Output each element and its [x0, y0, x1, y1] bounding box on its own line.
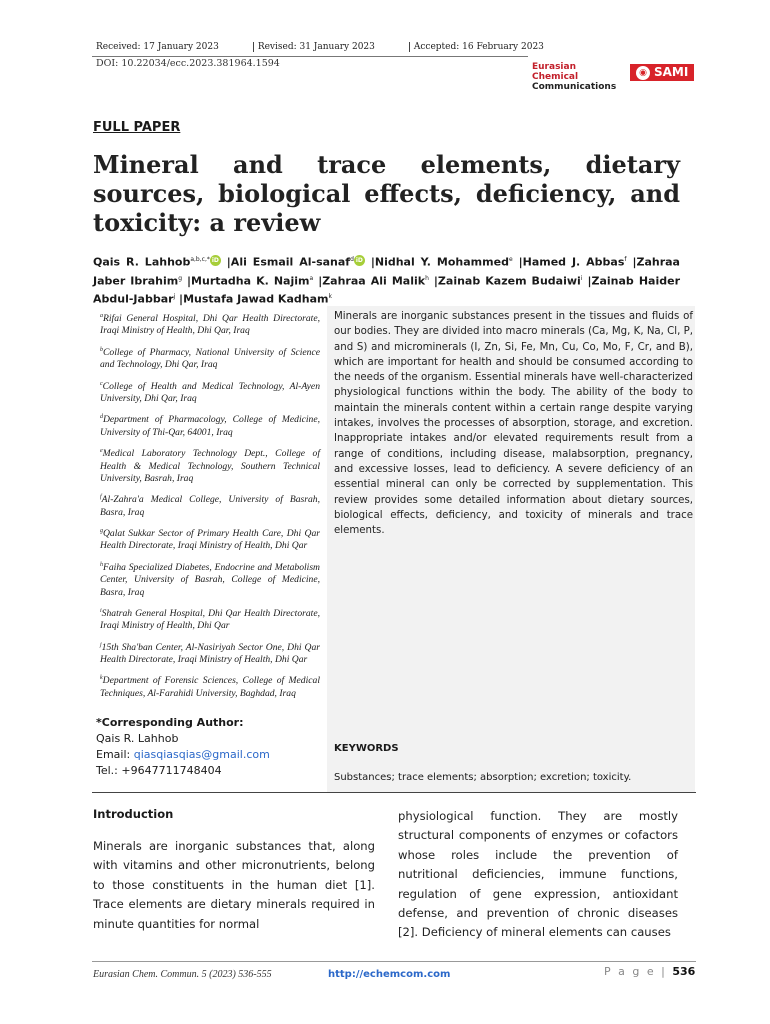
paper-title: Mineral and trace elements, dietary sources, biological effects, deficiency, and toxicity: a review: [93, 150, 680, 237]
section-divider: [92, 792, 696, 793]
affiliation-item: $^g$Qalat Sukkar Sector of Primary Health Care, Dhi Qar Health Directorate, Iraqi Ministry of Health, Dhi Qar: [100, 527, 320, 552]
abstract-text: Minerals are inorganic substances present in the tissues and fluids of our bodies. They are divided into macro minerals (Ca, Mg, K, Na, Cl, P, and S) and microminerals (I, Zn, Si, Fe, Mn, Cu, Co, Mo, F, Cr, and B), which are important for health and should be consumed according to the needs of the organism. Essential minerals have well-characterized physiological functions within the body. The ability of the body to maintain the minerals content within a certain range despite varying intakes, involves the processes of absorption, storage, and excretion. Inappropriate intakes and/or elevated requirements result from a range of conditions, including disease, malabsorption, pregnancy, and excessive losses, lead to deficiency. A severe deficiency of an essential mineral can only be corrected by supplementation. This review provides some detailed information about dietary sources, biological effects, deficiency, and toxicity of minerals and trace elements.: [334, 311, 693, 537]
sami-logo: ◉ SAMI: [630, 64, 694, 81]
author-name: |Zahraa Jaber Ibrahim: [93, 255, 680, 288]
corresponding-author-tel: Tel.: +9647711748404: [96, 764, 222, 778]
author-affiliation-marker: g: [178, 274, 182, 282]
author-affiliation-marker: a: [309, 274, 314, 282]
author-name: |Zainab Haider Abdul-Jabbar: [93, 274, 680, 306]
page-number: P a g e | 536: [604, 965, 696, 978]
journal-logo: [532, 62, 616, 92]
affiliation-item: $^f$Al-Zahra'a Medical College, University of Basrah, Basra, Iraq: [100, 494, 320, 518]
author-name: |Zahraa Ali Malik: [313, 274, 426, 288]
journal-logo-line-1: Eurasian: [532, 62, 576, 72]
journal-logo-line-2: Chemical: [532, 72, 579, 82]
orcid-icon[interactable]: iD: [211, 256, 219, 264]
author-name: |Zainab Kazem Budaiwi: [428, 274, 581, 288]
introduction-right-column: physiological function. They are mostly structural components of enzymes or cofactors whose roles include the prevention of nutritional deficiencies, immune functions, regulation of gene expression, antioxidant defense, and prevention of chronic diseases [2]. Deficiency of mineral elements can causes: [398, 809, 678, 940]
keywords-text: Substances; trace elements; absorption; excretion; toxicity.: [334, 772, 632, 783]
header-divider: [92, 56, 528, 57]
author-name: |Nidhal Y. Mohammed: [364, 255, 509, 269]
corresponding-author-details: [96, 731, 270, 780]
introduction-left-column: Minerals are inorganic substances that, along with vitamins and other micronutrients, belong to those constituents in the human diet [1]. Trace elements are dietary minerals required in minute quantities for normal: [93, 839, 375, 931]
author-affiliation-marker: e: [508, 256, 513, 263]
paper-type: FULL PAPER: [93, 120, 181, 135]
author-name: |Ali Esmail Al-sanaf: [220, 255, 351, 269]
affiliation-item: $^h$Faiha Specialized Diabetes, Endocrine and Metabolism Center, University of Basrah, College of Medicine, Basra, Iraq: [100, 561, 320, 598]
author-name: |Hamed J. Abbas: [512, 255, 625, 269]
author-affiliation-marker: h: [425, 274, 429, 282]
footer-citation: Eurasian Chem. Commun. 5 (2023) 536-555: [93, 969, 272, 980]
corresponding-author-label: *Corresponding Author:: [96, 716, 244, 729]
affiliation-item: $^c$College of Health and Medical Technology, Al-Ayen University, Dhi Qar, Iraq: [100, 380, 320, 405]
footer-divider: [92, 961, 696, 962]
affiliation-item: $^e$Medical Laboratory Technology Dept., College of Health & Medical Technology, Southern Technical University, Basrah, Iraq: [100, 448, 320, 484]
corresponding-author-email: Email: qiasqiasqias@gmail.com: [96, 748, 270, 762]
doi: DOI: 10.22034/ecc.2023.381964.1594: [96, 58, 280, 69]
author-affiliation-marker: i: [580, 274, 583, 282]
author-affiliation-marker: a,b,c,*: [190, 256, 210, 263]
introduction-heading: Introduction: [93, 807, 174, 821]
corresponding-author-name: Qais R. Lahhob: [96, 732, 179, 745]
affiliation-item: $^j$15th Sha'ban Center, Al-Nasiriyah Sector One, Dhi Qar Health Directorate, Iraqi Ministry of Health, Dhi Qar: [100, 641, 320, 666]
affiliation-item: $^b$College of Pharmacy, National University of Science and Technology, Dhi Qar, Iraq: [100, 346, 320, 371]
affiliation-item: $^d$Department of Pharmacology, College of Medicine, University of Thi-Qar, 64001, Iraq: [100, 414, 320, 438]
revised-date: Revised: 31 January 2023: [253, 42, 409, 52]
author-name: Qais R. Lahhob: [93, 255, 191, 269]
email-link[interactable]: qiasqiasqias@gmail.com: [133, 748, 270, 762]
affiliations: [100, 310, 320, 706]
affiliation-item: $^i$Shatrah General Hospital, Dhi Qar Health Directorate, Iraqi Ministry of Health, Dhi Qar: [100, 607, 320, 632]
received-date: Received: 17 January 2023: [96, 42, 219, 52]
keywords-label: KEYWORDS: [334, 743, 399, 754]
author-affiliation-marker: k: [328, 293, 332, 301]
author-affiliation-marker: f: [624, 256, 627, 263]
affiliation-item: $^a$Rifai General Hospital, Dhi Qar Health Directorate, Iraqi Ministry of Health, Dhi Qar, Iraq: [100, 313, 320, 337]
author-list: [93, 252, 680, 308]
article-dates: [96, 42, 578, 52]
footer-url-link[interactable]: http://echemcom.com: [328, 969, 451, 980]
author-name: |Murtadha K. Najim: [182, 274, 310, 288]
author-affiliation-marker: j: [173, 293, 176, 301]
author-affiliation-marker: d: [350, 256, 354, 263]
author-name: |Mustafa Jawad Kadham: [175, 292, 329, 306]
accepted-date: Accepted: 16 February 2023: [409, 42, 578, 52]
affiliation-item: $^k$Department of Forensic Sciences, College of Medical Techniques, Al-Farahidi University, Baghdad, Iraq: [100, 675, 320, 699]
sami-emblem-icon: ◉: [636, 66, 650, 80]
orcid-icon[interactable]: iD: [355, 256, 363, 264]
journal-logo-line-3: Communications: [532, 82, 617, 92]
